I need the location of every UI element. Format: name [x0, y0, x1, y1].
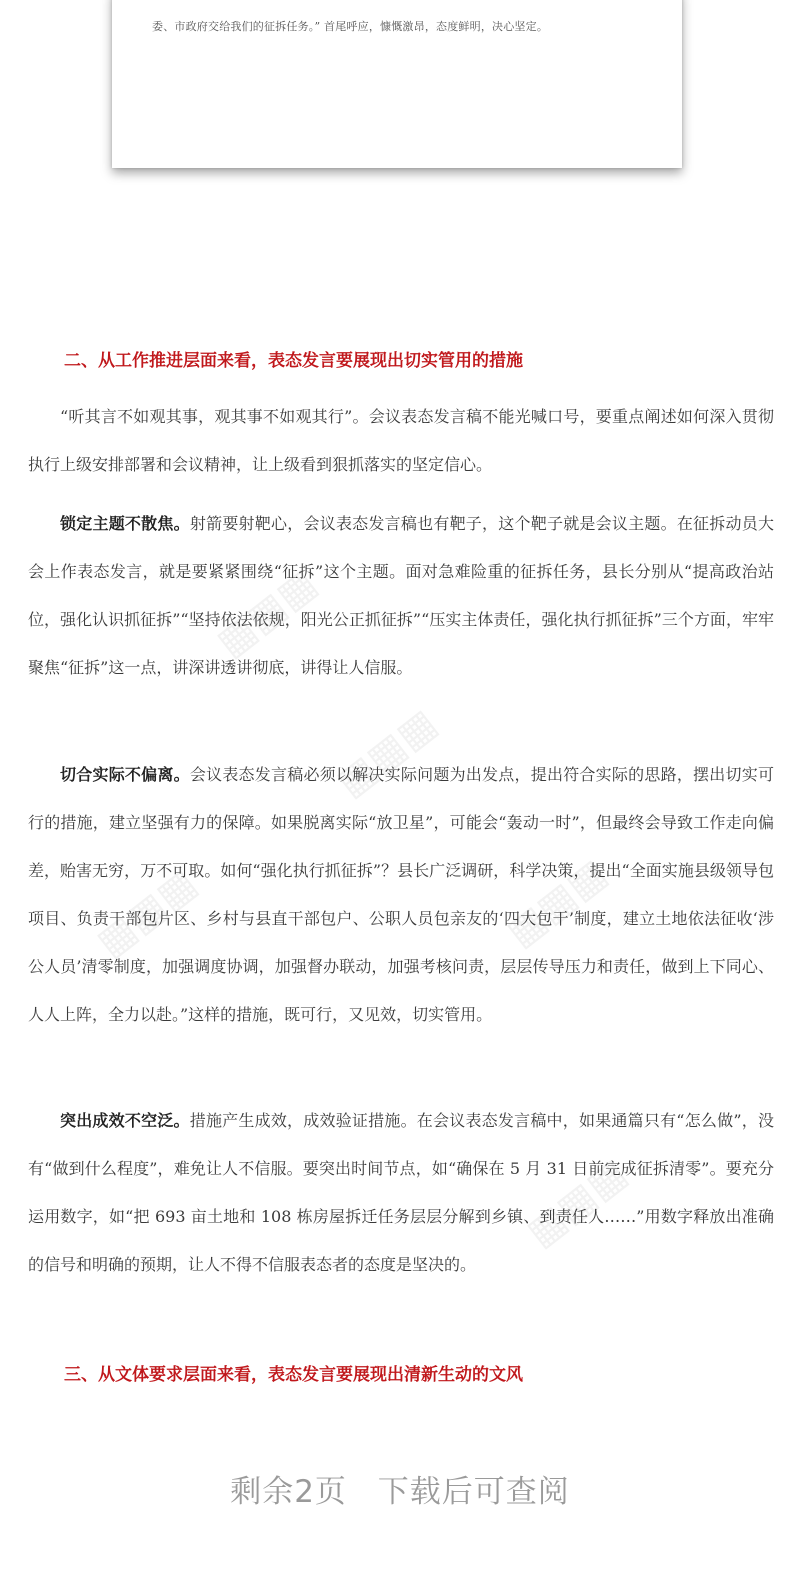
watermark-logo: ▦▦▦: [207, 559, 326, 667]
watermark-logo: ▦▦▦: [517, 1149, 636, 1257]
remaining-pages-note[interactable]: 剩余2页 下载后可查阅: [230, 1474, 570, 1510]
point-body: 措施产生成效，成效验证措施。在会议表态发言稿中，如果通篇只有“怎么做”，没有“做到什么程度”，难免让人不信服。要突出时间节点，如“确保在 5 月 31 日前完成征拆清零”。要充分运用数字，如“把 693 亩土地和 108 栋房屋拆迁任务层层分解到乡镇、到责任人……”用数字释放出准确的信号和明确的预期，让人不得不信服表态者的态度是坚决的。: [28, 1111, 774, 1274]
point-paragraph-focus-theme: [28, 500, 774, 692]
preview-cut-line: [152, 0, 410, 1]
point-paragraph-fit-reality: [28, 751, 774, 1039]
section-2-heading: 二、从工作推进层面来看，表态发言要展现出切实管用的措施: [64, 351, 523, 371]
point-title: 突出成效不空泛。: [60, 1111, 190, 1130]
point-title: 锁定主题不散焦。: [60, 514, 190, 533]
watermark-logo: ▦▦▦: [497, 849, 616, 957]
point-title: 切合实际不偏离。: [60, 765, 190, 784]
watermark-logo: ▦▦▦: [87, 859, 206, 967]
preview-text-line: 委、市政府交给我们的征拆任务。” 首尾呼应，慷慨激昂，态度鲜明，决心坚定。: [152, 20, 549, 33]
point-paragraph-highlight-results: [28, 1097, 774, 1289]
previous-page-preview: [112, 0, 682, 168]
watermark-logo: ▦▦▦: [327, 699, 446, 807]
point-body: 射箭要射靶心，会议表态发言稿也有靶子，这个靶子就是会议主题。在征拆动员大会上作表态发言，就是要紧紧围绕“征拆”这个主题。面对急难险重的征拆任务，县长分别从“提高政治站位，强化认识抓征拆”“坚持依法依规，阳光公正抓征拆”“压实主体责任，强化执行抓征拆”三个方面，牢牢聚焦“征拆”这一点，讲深讲透讲彻底，讲得让人信服。: [28, 514, 774, 677]
section-2-intro-paragraph: “听其言不如观其事，观其事不如观其行”。会议表态发言稿不能光喊口号，要重点阐述如何深入贯彻执行上级安排部署和会议精神，让上级看到狠抓落实的坚定信心。: [28, 407, 774, 474]
section-3-heading: 三、从文体要求层面来看，表态发言要展现出清新生动的文风: [64, 1365, 523, 1385]
point-body: 会议表态发言稿必须以解决实际问题为出发点，提出符合实际的思路，摆出切实可行的措施，建立坚强有力的保障。如果脱离实际“放卫星”，可能会“轰动一时”，但最终会导致工作走向偏差，贻害无穷，万不可取。如何“强化执行抓征拆”？县长广泛调研，科学决策，提出“全面实施县级领导包项目、负责干部包片区、乡村与县直干部包户、公职人员包亲友的‘四大包干’制度，建立土地依法征收‘涉公人员’清零制度，加强调度协调，加强督办联动，加强考核问责，层层传导压力和责任，做到上下同心、人人上阵，全力以赴。”这样的措施，既可行，又见效，切实管用。: [28, 765, 774, 1024]
